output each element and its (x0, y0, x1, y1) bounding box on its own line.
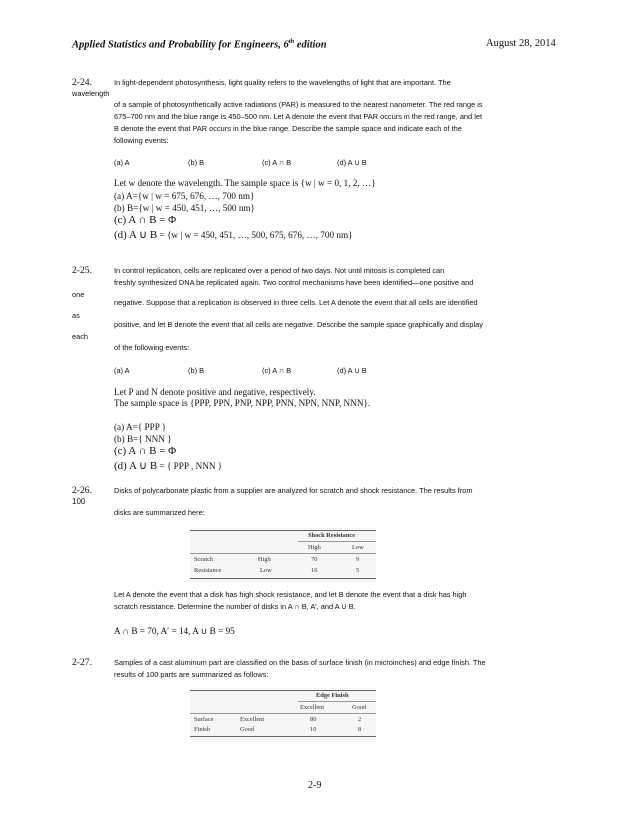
table-row-level: High (258, 556, 271, 563)
option-d: (d) A ∪ B (337, 158, 367, 167)
table-row-level: Good (240, 726, 255, 733)
table-cell: 9 (356, 556, 360, 563)
problem-text: positive, and let B denote the event that all cells are negative. Describe the sample space graphically and display (114, 320, 483, 329)
problem-text: results of 100 parts are summarized as follows: (114, 670, 269, 679)
table-group-header: Shock Resistance (308, 532, 356, 539)
answer-d: (d) A ∪ B = { PPP , NNN } (114, 460, 223, 472)
option-a: (a) A (114, 158, 130, 167)
problem-text: Let A denote the event that a disk has high shock resistance, and let B denote the event that a disk has high (114, 590, 467, 599)
table-cell: 5 (356, 567, 360, 574)
table-row-label: Resistance (194, 567, 222, 574)
option-b: (b) B (188, 158, 205, 167)
problem-text: Samples of a cast aluminum part are classified on the basis of surface finish (in microinches) and edge finish. The (114, 658, 486, 667)
page-number: 2-9 (308, 780, 322, 791)
table-cell: 16 (311, 567, 318, 574)
answer-text: Let w denote the wavelength. The sample space is {w | w = 0, 1, 2, …} (114, 178, 376, 188)
table-cell: 8 (358, 726, 362, 733)
option-d: (d) A ∪ B (337, 366, 367, 375)
answer-a: (a) A={ PPP } (114, 422, 167, 432)
margin-word: 100 (72, 497, 86, 506)
answer-b: (b) B={w | w = 450, 451, …, 500 nm} (114, 203, 255, 213)
running-title: Applied Statistics and Probability for Engineers, 6th edition (72, 38, 327, 51)
header-date: August 28, 2014 (486, 38, 556, 49)
answer-b: (b) B={ NNN } (114, 434, 172, 444)
shock-resistance-table (190, 528, 376, 582)
problem-text: negative. Suppose that a replication is observed in three cells. Let A denote the event that all cells are identified (114, 298, 478, 307)
problem-text: following events: (114, 136, 169, 145)
problem-text: B denote the event that PAR occurs in the blue range. Describe the sample space and indicate each of the (114, 124, 462, 133)
option-b: (b) B (188, 366, 205, 375)
table-cell: 10 (310, 726, 317, 733)
problem-text: of a sample of photosynthetically active radiations (PAR) is measured to the nearest nanometer. The red range is (114, 100, 483, 109)
answer-text: The sample space is {PPP, PPN, PNP, NPP, PNN, NPN, NNP, NNN}. (114, 398, 371, 408)
margin-word: one (72, 290, 85, 299)
edge-finish-table (190, 688, 376, 740)
problem-text: disks are summarized here: (114, 508, 205, 517)
problem-text: 675–700 nm and the blue range is 450–500 nm. Let A denote the event that PAR occurs in the red range, and let (114, 112, 483, 121)
problem-number-2-24: 2-24. (72, 77, 92, 88)
table-row-label: Finish (194, 726, 210, 733)
table-cell: 2 (358, 716, 362, 723)
problem-number-2-25: 2-25. (72, 265, 92, 276)
option-a: (a) A (114, 366, 130, 375)
table-col-header: Good (352, 704, 367, 711)
problem-text: In light-dependent photosynthesis, light quality refers to the wavelengths of light that are important. The (114, 78, 451, 87)
problem-text: wavelength (72, 89, 110, 98)
problem-number-2-26: 2-26. (72, 485, 92, 496)
table-col-header: Low (352, 544, 364, 551)
table-col-header: High (308, 544, 321, 551)
problem-number-2-27: 2-27. (72, 657, 92, 668)
table-row-level: Low (260, 567, 272, 574)
problem-text: freshly synthesized DNA be replicated again. Two control mechanisms have been identified—one positive and (114, 278, 474, 287)
answer-d: (d) A ∪ B = {w | w = 450, 451, …, 500, 675, 676, …, 700 nm} (114, 229, 353, 241)
table-row-label: Scratch (194, 556, 214, 563)
table-col-header: Excellent (300, 704, 325, 711)
margin-word: each (72, 332, 89, 341)
answer-c: (c) A ∩ B = Φ (114, 214, 177, 226)
problem-text: scratch resistance. Determine the number of disks in A ∩ B, A′, and A ∪ B. (114, 602, 356, 611)
answer-text: A ∩ B = 70, A′ = 14, A ∪ B = 95 (114, 626, 235, 636)
answer-a: (a) A={w | w = 675, 676, …, 700 nm} (114, 191, 255, 201)
table-cell: 80 (310, 716, 317, 723)
table-cell: 70 (311, 556, 318, 563)
option-c: (c) A ∩ B (262, 158, 292, 167)
option-c: (c) A ∩ B (262, 366, 292, 375)
problem-text: In control replication, cells are replicated over a period of two days. Not until mitosis is completed can (114, 266, 445, 275)
problem-text: of the following events: (114, 343, 190, 352)
answer-c: (c) A ∩ B = Φ (114, 445, 177, 457)
table-row-level: Excellent (240, 716, 265, 723)
problem-text: Disks of polycarbonate plastic from a supplier are analyzed for scratch and shock resistance. The results from (114, 486, 473, 495)
answer-text: Let P and N denote positive and negative, respectively. (114, 387, 316, 397)
margin-word: as (72, 311, 80, 320)
table-row-label: Surface (194, 716, 214, 723)
table-group-header: Edge Finish (316, 692, 349, 699)
